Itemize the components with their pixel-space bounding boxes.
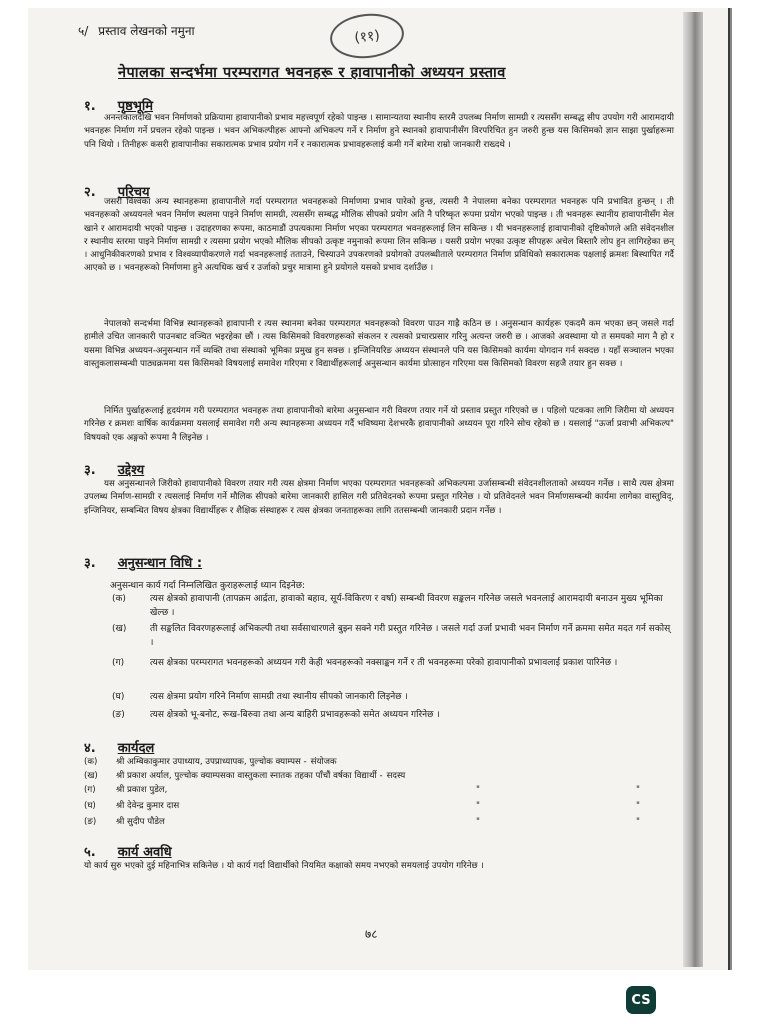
method-intro: अनुसन्धान कार्य गर्दा निम्नलिखित कुराहरूलाई ध्यान दिइनेछ: xyxy=(110,581,306,591)
item-marker: (ग) xyxy=(112,658,125,668)
item-marker: (ख) xyxy=(112,624,127,634)
member-marker: (ग) xyxy=(84,785,96,795)
handwritten-page-stamp: (११) xyxy=(328,10,406,61)
ditto-mark: " xyxy=(476,817,480,827)
paragraph: यो कार्य सुरु भएको दुई महिनाभित्र सकिनेछ । यो कार्य गर्दा विद्यार्थीको नियमित कक्षाको समय नभएको समयलाई उपयोग गरिनेछ । xyxy=(84,861,484,871)
section-heading-objective xyxy=(84,460,144,478)
item-text: त्यस क्षेत्रका परम्परागत भवनहरूको अध्ययन गरी केही भवनहरूको नक्साङ्कन गर्ने र ती भवनहरूमा परेको हावापानीको प्रभावलाई प्रकाश पारिनेछ । xyxy=(150,658,618,668)
page-number: ७८ xyxy=(365,927,378,941)
header-marker: ५/ xyxy=(78,24,89,38)
method-item xyxy=(112,592,672,620)
member-role: सदस्य xyxy=(386,771,406,781)
ditto-mark: " xyxy=(476,785,480,795)
method-item xyxy=(112,690,672,704)
paragraph: जसरी विश्वका अन्य स्थानहरूमा हावापानीले गर्दा परम्परागत भवनहरूको निर्माणमा प्रभाव पारेको हुन्छ, त्यसरी नै नेपालमा बनेका परम्परागत भवनहरू पनि प्रभावित हुन्छन् । ती भवनहरूको अध्ययनले भवन निर्माण स्थलमा पाइने निर्माण सामग्री, त्यससँग सम्बद्ध मौलिक सीपको प्रयोग अति नै परिष्कृत रूपमा प्रयोग भएको पाइन्छ । ती भवनहरू स्थानीय हावापानीसँग मेल खाने र आरामदायी भएको पाइन्छ । उदाहरणका रूपमा, काठमाडौं उपत्यकामा निर्माण भएका परम्परागत भवनहरूलाई लिन सकिन्छ । यी भवनहरूलाई हावापानीको दृष्टिकोणले अति संवेदनशील र स्थानीय स्तरमा पाइने निर्माण सामग्री र त्यसमा प्रयोग भएको मौलिक सीपको उत्कृष्ट नमुनाको रूपमा लिन सकिन्छ । यसरी प्रयोग भएका उत्कृष्ट सीपहरू अचेल बिस्तारै लोप हुन लागिरहेका छन् । आधुनिकीकरणको प्रभाव र विश्वव्यापीकरणले गर्दा भवनहरूलाई तताउने, चिस्याउने उपकरणको प्रयोगको उपलब्धीताले परम्परागत निर्माण प्रविधिको सकारात्मक पक्षलाई क्रमशः बिस्थापित गर्दै आएको छ । भवनहरूको निर्माणमा हुने अत्यधिक खर्च र उर्जाको प्रचुर मात्रामा हुने प्रयोगले यसको प्रभाव दर्शाउँछ । xyxy=(84,197,674,274)
ditto-mark: " xyxy=(636,785,640,795)
ditto-mark: " xyxy=(476,801,480,811)
member-role: संयोजक xyxy=(310,757,337,767)
section-title: अनुसन्धान विधि : xyxy=(117,556,203,571)
member-marker: (घ) xyxy=(84,801,96,811)
section-number: २. xyxy=(84,185,96,200)
team-member-row xyxy=(84,816,644,828)
binding-edge xyxy=(683,12,703,967)
ditto-mark: " xyxy=(636,801,640,811)
member-name: श्री देवेन्द्र कुमार दास xyxy=(116,801,180,811)
member-name: श्री सुदीप पौडेल xyxy=(116,817,165,827)
item-text: त्यस क्षेत्रमा प्रयोग गरिने निर्माण सामग्री तथा स्थानीय सीपको जानकारी लिइनेछ । xyxy=(150,692,408,702)
item-marker: (क) xyxy=(112,594,126,604)
method-item xyxy=(112,656,672,670)
team-member-row xyxy=(84,770,644,782)
section-heading-method xyxy=(84,553,202,571)
section-number: ३. xyxy=(84,463,96,478)
section-title: कार्यदल xyxy=(117,741,155,756)
item-text: ती सङ्कलित विवरणहरूलाई अभिकल्पी तथा सर्वसाधारणले बुझ्न सक्ने गरी प्रस्तुत गरिनेछ । जसले गर्दा उर्जा प्रभावी भवन निर्माण गर्ने क्रममा समेत मदत गर्न सकोस् । xyxy=(150,624,671,648)
ditto-mark: " xyxy=(636,817,640,827)
section-heading-team xyxy=(84,738,154,756)
item-text: त्यस क्षेत्रको हावापानी (तापक्रम आर्द्रता, हावाको बहाव, सूर्य-विकिरण र वर्षा) सम्बन्धी विवरण सङ्कलन गरिनेछ जसले भवनलाई आरामदायी बनाउन मुख्य भूमिका खेल्छ । xyxy=(150,594,663,618)
section-title: उद्देश्य xyxy=(117,463,145,478)
section-number: ४. xyxy=(84,741,96,756)
document-title: नेपालका सन्दर्भमा परम्परागत भवनहरू र हावापानीको अध्ययन प्रस्ताव xyxy=(118,65,506,81)
section-number: ५. xyxy=(84,845,96,860)
section-title: पृष्ठभूमि xyxy=(117,99,154,114)
method-item xyxy=(112,622,672,650)
team-member-row xyxy=(84,784,644,796)
team-member-row xyxy=(84,756,644,768)
member-name: श्री अम्बिकाकुमार उपाध्याय, उपप्राध्यापक, पुल्चोक क्याम्पस - xyxy=(116,757,307,767)
section-title: कार्य अवधि xyxy=(117,845,172,860)
item-marker: (घ) xyxy=(112,692,125,702)
paragraph: नेपालको सन्दर्भमा विभिन्न स्थानहरूको हावापानी र त्यस स्थानमा बनेका परम्परागत भवनहरूको विवरण पाउन गाह्रै कठिन छ । अनुसन्धान कार्यहरू एकदमै कम भएका छन् जसले गर्दा हामीले उचित जानकारी पाउनबाट वञ्चित भइरहेका छौं । त्यस किसिमको विवरणहरूको संकलन र त्यसको प्रचारप्रसार गरिनु अत्यन्त जरुरी छ । आजको अवस्थामा यो त समयको माग नै हो र यसमा विभिन्न अध्ययन-अनुसन्धान गर्ने व्यक्ति तथा संस्थाको भूमिका प्रमुख हुन सक्छ । इन्जिनियरिङ अध्ययन संस्थानले पनि यस किसिमको कार्यमा योगदान गर्न सक्दछ । यहाँ सञ्चालन भएका वास्तुकलासम्बन्धी पाठ्यक्रममा यस किसिमको विषयलाई समावेश गरिएमा र विद्यार्थीहरूलाई अनुसन्धान कार्यमा प्रोत्साहन गरिएमा यस किसिमको विवरण सहजै तयार हुन सक्छ । xyxy=(84,319,674,369)
section-heading-duration xyxy=(84,842,172,860)
member-marker: (ङ) xyxy=(84,817,97,827)
paragraph: निर्मित पुर्खाहरूलाई हृदयंगम गरी परम्परागत भवनहरू तथा हावापानीको बारेमा अनुसन्धान गरी विवरण तयार गर्ने यो प्रस्ताव प्रस्तुत गरिएको छ । पहिलो पटकका लागि जिरीमा यो अध्ययन गरिनेछ र क्रमशः वार्षिक कार्यक्रममा यसलाई समावेश गरी अन्य स्थानहरूमा अध्ययन गर्दै भविष्यमा देशभरकै हावापानीको अध्ययन पूरा गरिने सोच रहेको छ । यसलाई "ऊर्जा प्रवाभी अभिकल्प" विषयको एक अङ्गको रूपमा नै लिइनेछ । xyxy=(84,406,675,443)
section-title: परिचय xyxy=(117,185,150,200)
member-name: श्री प्रकाश अर्याल, पुल्चोक क्याम्पसका वास्तुकला स्नातक तहका पाँचौं वर्षका विद्यार्थी - xyxy=(116,771,383,781)
member-name: श्री प्रकाश पुडेल, xyxy=(116,785,168,795)
paragraph: अनन्तकालदेखि भवन निर्माणको प्रक्रियामा हावापानीको प्रभाव महत्त्वपूर्ण रहेको पाइन्छ । सामान्यतया स्थानीय स्तरमै उपलब्ध निर्माण सामग्री र त्यससँग सम्बद्ध सीप उपयोग गरी आरामदायी भवनहरू निर्माण गर्ने प्रचलन रहेको पाइन्छ । भवन अभिकल्पीहरू आफ्नो अभिकल्प गर्ने र निर्माण हुने स्थानको हावापानीसँग विरपरिचित हुन जरुरी हुन्छ यस किसिमको ज्ञान साझा पुर्खाहरूमा पनि थियो । तिनीहरू कसरी हावापानीका सकारात्मक प्रभाव प्रयोग गर्ने र नकारात्मक प्रभावहरूलाई कमी गर्ने बारेमा राम्रो जानकारी राख्दथे । xyxy=(84,113,674,150)
camscanner-logo-icon: CS xyxy=(626,986,656,1014)
section-number: १. xyxy=(84,99,96,114)
item-marker: (ङ) xyxy=(112,710,125,720)
paragraph: यस अनुसन्धानले जिरीको हावापानीको विवरण तयार गरी त्यस क्षेत्रमा निर्माण भएका परम्परागत भवनहरूको अभिकल्पमा उर्जासम्बन्धी संवेदनशीलताको अध्ययन गर्नेछ । साथै त्यस क्षेत्रमा उपलब्ध निर्माण-सामग्री र त्यसलाई निर्माण गर्ने मौलिक सीपको बारेमा जानकारी हासिल गरी प्रतिवेदनको रूपमा प्रस्तुत गरिनेछ । यो प्रतिवेदनले भवन निर्माणसम्बन्धी कार्यमा लागेका वास्तुविद्, इन्जिनियर, सम्बन्धित विषय क्षेत्रका विद्यार्थीहरू र शैक्षिक संस्थाहरू र त्यस क्षेत्रका जनताहरूका लागि ततसम्बन्धी जानकारी प्रदान गर्नेछ । xyxy=(84,479,674,516)
header-note xyxy=(78,22,195,39)
header-label: प्रस्ताव लेखनको नमुना xyxy=(98,24,195,38)
team-member-row xyxy=(84,800,644,812)
member-marker: (ख) xyxy=(84,771,98,781)
member-marker: (क) xyxy=(84,757,98,767)
section-number: ३. xyxy=(84,556,96,571)
method-item xyxy=(112,708,672,722)
item-text: त्यस क्षेत्रको भू-बनोट, रूख-बिरुवा तथा अन्य बाहिरी प्रभावहरूको समेत अध्ययन गरिनेछ । xyxy=(150,710,440,720)
